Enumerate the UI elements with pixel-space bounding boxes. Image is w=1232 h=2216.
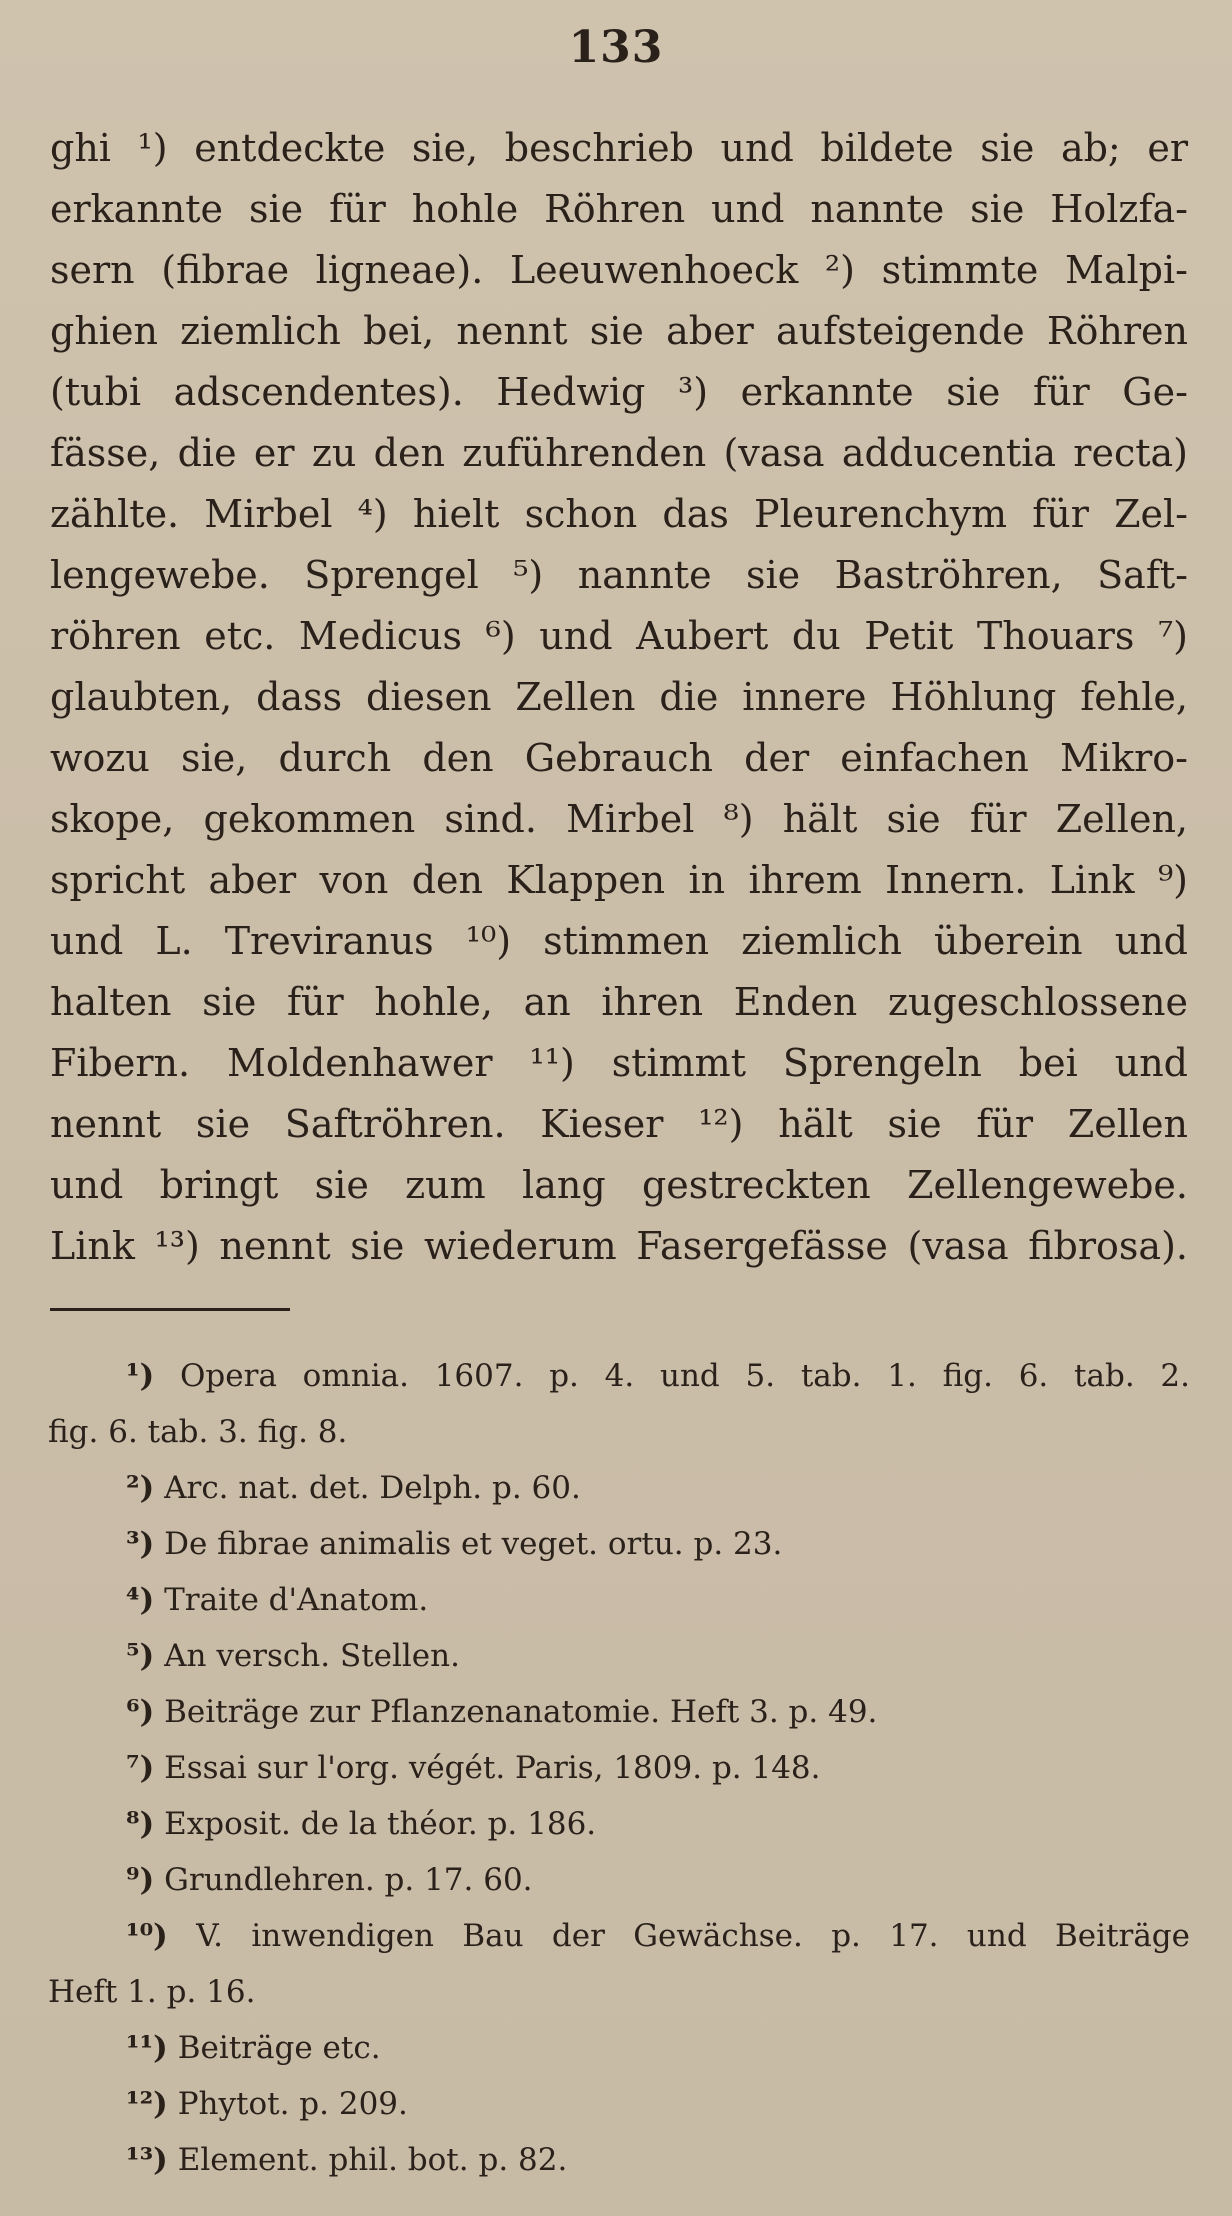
footnote-mark: ⁷) (126, 1750, 155, 1786)
footnote-1-continuation: fig. 6. tab. 3. fig. 8. (48, 1414, 348, 1450)
footnote-9 (0, 1852, 1232, 1908)
body-line: spricht aber von den Klappen in ihrem Innern. Link ⁹) (50, 858, 1188, 902)
body-line: lengewebe. Sprengel ⁵) nannte sie Baströhren, Saft- (50, 553, 1188, 597)
footnote-2 (0, 1460, 1232, 1516)
body-line: fässe, die er zu den zuführenden (vasa adducentia recta) (50, 431, 1188, 475)
footnote-text: De fibrae animalis et veget. ortu. p. 23. (164, 1526, 783, 1562)
footnote-13 (0, 2132, 1232, 2188)
page-number: 133 (568, 22, 664, 73)
body-line: (tubi adscendentes). Hedwig ³) erkannte sie für Ge- (50, 370, 1188, 414)
body-line: halten sie für hohle, an ihren Enden zugeschlossene (50, 980, 1188, 1024)
body-line: ghien ziemlich bei, nennt sie aber aufsteigende Röhren (50, 309, 1188, 353)
footnote-divider (50, 1308, 290, 1311)
footnote-mark: ¹) (126, 1358, 155, 1394)
footnote-text: Beiträge etc. (177, 2030, 381, 2066)
footnote-mark: ³) (126, 1526, 155, 1562)
footnote-text: Arc. nat. det. Delph. p. 60. (164, 1470, 581, 1506)
body-line: und bringt sie zum lang gestreckten Zellengewebe. (50, 1163, 1188, 1207)
footnote-7 (0, 1740, 1232, 1796)
footnote-text: Phytot. p. 209. (177, 2086, 408, 2122)
footnote-mark: ¹²) (126, 2086, 168, 2122)
footnote-text: Essai sur l'org. végét. Paris, 1809. p. 148. (164, 1750, 821, 1786)
body-line: sern (fibrae ligneae). Leeuwenhoeck ²) stimmte Malpi- (50, 248, 1188, 292)
footnote-text: Grundlehren. p. 17. 60. (164, 1862, 533, 1898)
footnote-12 (0, 2076, 1232, 2132)
footnote-text: Exposit. de la théor. p. 186. (164, 1806, 597, 1842)
footnote-10 (0, 1908, 1190, 1964)
footnote-3 (0, 1516, 1232, 1572)
footnote-mark: ⁶) (126, 1694, 155, 1730)
footnotes (0, 1348, 1232, 2188)
body-line: und L. Treviranus ¹⁰) stimmen ziemlich überein und (50, 919, 1188, 963)
footnote-text: Beiträge zur Pflanzenanatomie. Heft 3. p. 49. (164, 1694, 878, 1730)
footnote-1 (0, 1348, 1190, 1404)
footnote-11 (0, 2020, 1232, 2076)
footnote-4 (0, 1572, 1232, 1628)
body-line: erkannte sie für hohle Röhren und nannte sie Holzfa- (50, 187, 1188, 231)
body-line: nennt sie Saftröhren. Kieser ¹²) hält sie für Zellen (50, 1102, 1188, 1146)
footnote-text: Traite d'Anatom. (164, 1582, 429, 1618)
footnote-mark: ¹⁰) (126, 1918, 168, 1954)
footnote-5 (0, 1628, 1232, 1684)
body-line: Fibern. Moldenhawer ¹¹) stimmt Sprengeln bei und (50, 1041, 1188, 1085)
footnote-mark: ²) (126, 1470, 155, 1506)
footnote-mark: ⁸) (126, 1806, 155, 1842)
footnote-text: V. inwendigen Bau der Gewächse. p. 17. und Beiträge (196, 1918, 1191, 1954)
body-line: skope, gekommen sind. Mirbel ⁸) hält sie für Zellen, (50, 797, 1188, 841)
footnote-mark: ⁹) (126, 1862, 155, 1898)
footnote-mark: ⁴) (126, 1582, 155, 1618)
body-line: wozu sie, durch den Gebrauch der einfachen Mikro- (50, 736, 1188, 780)
footnote-mark: ⁵) (126, 1638, 155, 1674)
footnote-text: Element. phil. bot. p. 82. (177, 2142, 568, 2178)
footnote-8 (0, 1796, 1232, 1852)
body-line: ghi ¹) entdeckte sie, beschrieb und bildete sie ab; er (50, 126, 1188, 170)
body-paragraph (50, 118, 1188, 1277)
body-line: zählte. Mirbel ⁴) hielt schon das Pleurenchym für Zel- (50, 492, 1188, 536)
footnote-6 (0, 1684, 1232, 1740)
footnote-mark: ¹¹) (126, 2030, 168, 2066)
footnote-text: An versch. Stellen. (164, 1638, 460, 1674)
footnote-10-continuation: Heft 1. p. 16. (48, 1974, 256, 2010)
body-line: Link ¹³) nennt sie wiederum Fasergefässe (vasa fibrosa). (50, 1224, 1188, 1268)
footnote-text: Opera omnia. 1607. p. 4. und 5. tab. 1. fig. 6. tab. 2. (180, 1358, 1191, 1394)
body-line: röhren etc. Medicus ⁶) und Aubert du Petit Thouars ⁷) (50, 614, 1188, 658)
body-line: glaubten, dass diesen Zellen die innere Höhlung fehle, (50, 675, 1188, 719)
footnote-mark: ¹³) (126, 2142, 168, 2178)
